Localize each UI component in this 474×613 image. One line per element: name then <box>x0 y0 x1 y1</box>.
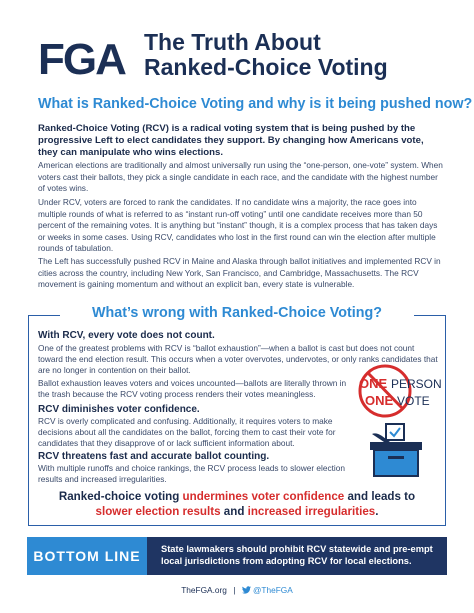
callout-part-g: . <box>375 504 379 518</box>
header <box>38 30 438 90</box>
footer-site-link[interactable]: TheFGA.org <box>181 585 227 595</box>
icon-word-vote: VOTE <box>397 394 430 408</box>
paragraph-left-pushed: The Left has successfully pushed RCV in Maine and Alaska through ballot initiatives and implemented RCV in cities across the country, including New York, San Francisco, and Cambridge, Massachusetts. The RCV movement is gaining momentum and without an explicit ban, every state is vulnerable. <box>38 256 441 290</box>
summary-callout <box>40 490 434 519</box>
callout-part-e: and <box>220 504 248 518</box>
callout-part-b: undermines voter confidence <box>182 490 345 503</box>
logo-text: FGA <box>38 35 125 84</box>
callout-part-f: increased irregularities <box>247 504 376 518</box>
footer-twitter-handle[interactable]: @TheFGA <box>252 585 293 595</box>
page-title-line2: Ranked-Choice Voting <box>144 54 388 80</box>
fga-logo <box>38 34 134 84</box>
twitter-bird-icon <box>242 585 251 595</box>
callout-part-a: Ranked-choice voting <box>58 490 183 503</box>
footer <box>0 585 474 595</box>
footer-separator: | <box>233 585 236 595</box>
intro-statement: Ranked-Choice Voting (RCV) is a radical voting system that is being pushed by the progressive Left to elect candidates they support. By changing how Americans vote, they can manipulate who wins elections. <box>38 123 424 158</box>
callout-part-d: slower election results <box>95 504 221 518</box>
paragraph-ballot-exhaustion: One of the greatest problems with RCV is “ballot exhaustion”—when a ballot is cast but does not count toward the end election result. This occurs when a voter overvotes, undervotes, or only ranks candidates that are no longer in contention on their ballot. <box>38 343 438 376</box>
ballot-box-icon <box>366 422 426 478</box>
callout-part-c: and leads to <box>344 490 416 503</box>
subheading-ballot-counting: RCV threatens fast and accurate ballot counting. <box>38 451 270 462</box>
bottom-line-banner <box>27 537 447 575</box>
paragraph-traditional-elections: American elections are traditionally and almost universally run using the “one-person, one-vote” system. When voters cast their ballots, they pick a single candidate in each race, and the candidate with the highest number of votes wins. <box>38 160 443 194</box>
paragraph-voices-uncounted: Ballot exhaustion leaves voters and voices uncounted—ballots are literally thrown in the trash because the RCV voting process renders their votes meaningless. <box>38 378 347 400</box>
subheading-voter-confidence: RCV diminishes voter confidence. <box>38 404 200 415</box>
icon-word-one-b: ONE <box>365 393 394 408</box>
section-heading-what-is-rcv: What is Ranked-Choice Voting and why is it being pushed now? <box>38 96 473 112</box>
bottom-line-text: State lawmakers should prohibit RCV statewide and pre-empt local jurisdictions from adopting RCV for local elections. <box>161 544 433 566</box>
one-person-one-vote-prohibited-icon <box>355 363 442 419</box>
subheading-every-vote: With RCV, every vote does not count. <box>38 330 215 341</box>
page-title-line1: The Truth About <box>144 29 321 55</box>
icon-word-one-a: ONE <box>359 376 388 391</box>
title-block <box>144 30 388 80</box>
paragraph-under-rcv: Under RCV, voters are forced to rank the candidates. If no candidate wins a majority, the race goes into multiple rounds of what is referred to as “instant run-off voting” until one candidate receives more than 50 percent of the remaining votes. It is anything but “instant” though, it is a complex process that has taken days or weeks in some cases. Using RCV, candidates who lost in the first round can win the election after multiple rounds of tabulation. <box>38 197 438 254</box>
icon-word-person: PERSON <box>391 377 442 391</box>
section-heading-whats-wrong: What’s wrong with Ranked-Choice Voting? <box>60 305 414 321</box>
paragraph-complicated: RCV is overly complicated and confusing. Additionally, it requires voters to make decisions about all the candidates on the ballot, forcing them to cast their vote for candidates that they disapprove of or lack sufficient information about. <box>38 416 336 449</box>
bottom-line-label: BOTTOM LINE <box>27 537 147 575</box>
paragraph-slower-results: With multiple runoffs and choice rankings, the RCV process leads to slower election results and increased irregularities. <box>38 463 345 485</box>
